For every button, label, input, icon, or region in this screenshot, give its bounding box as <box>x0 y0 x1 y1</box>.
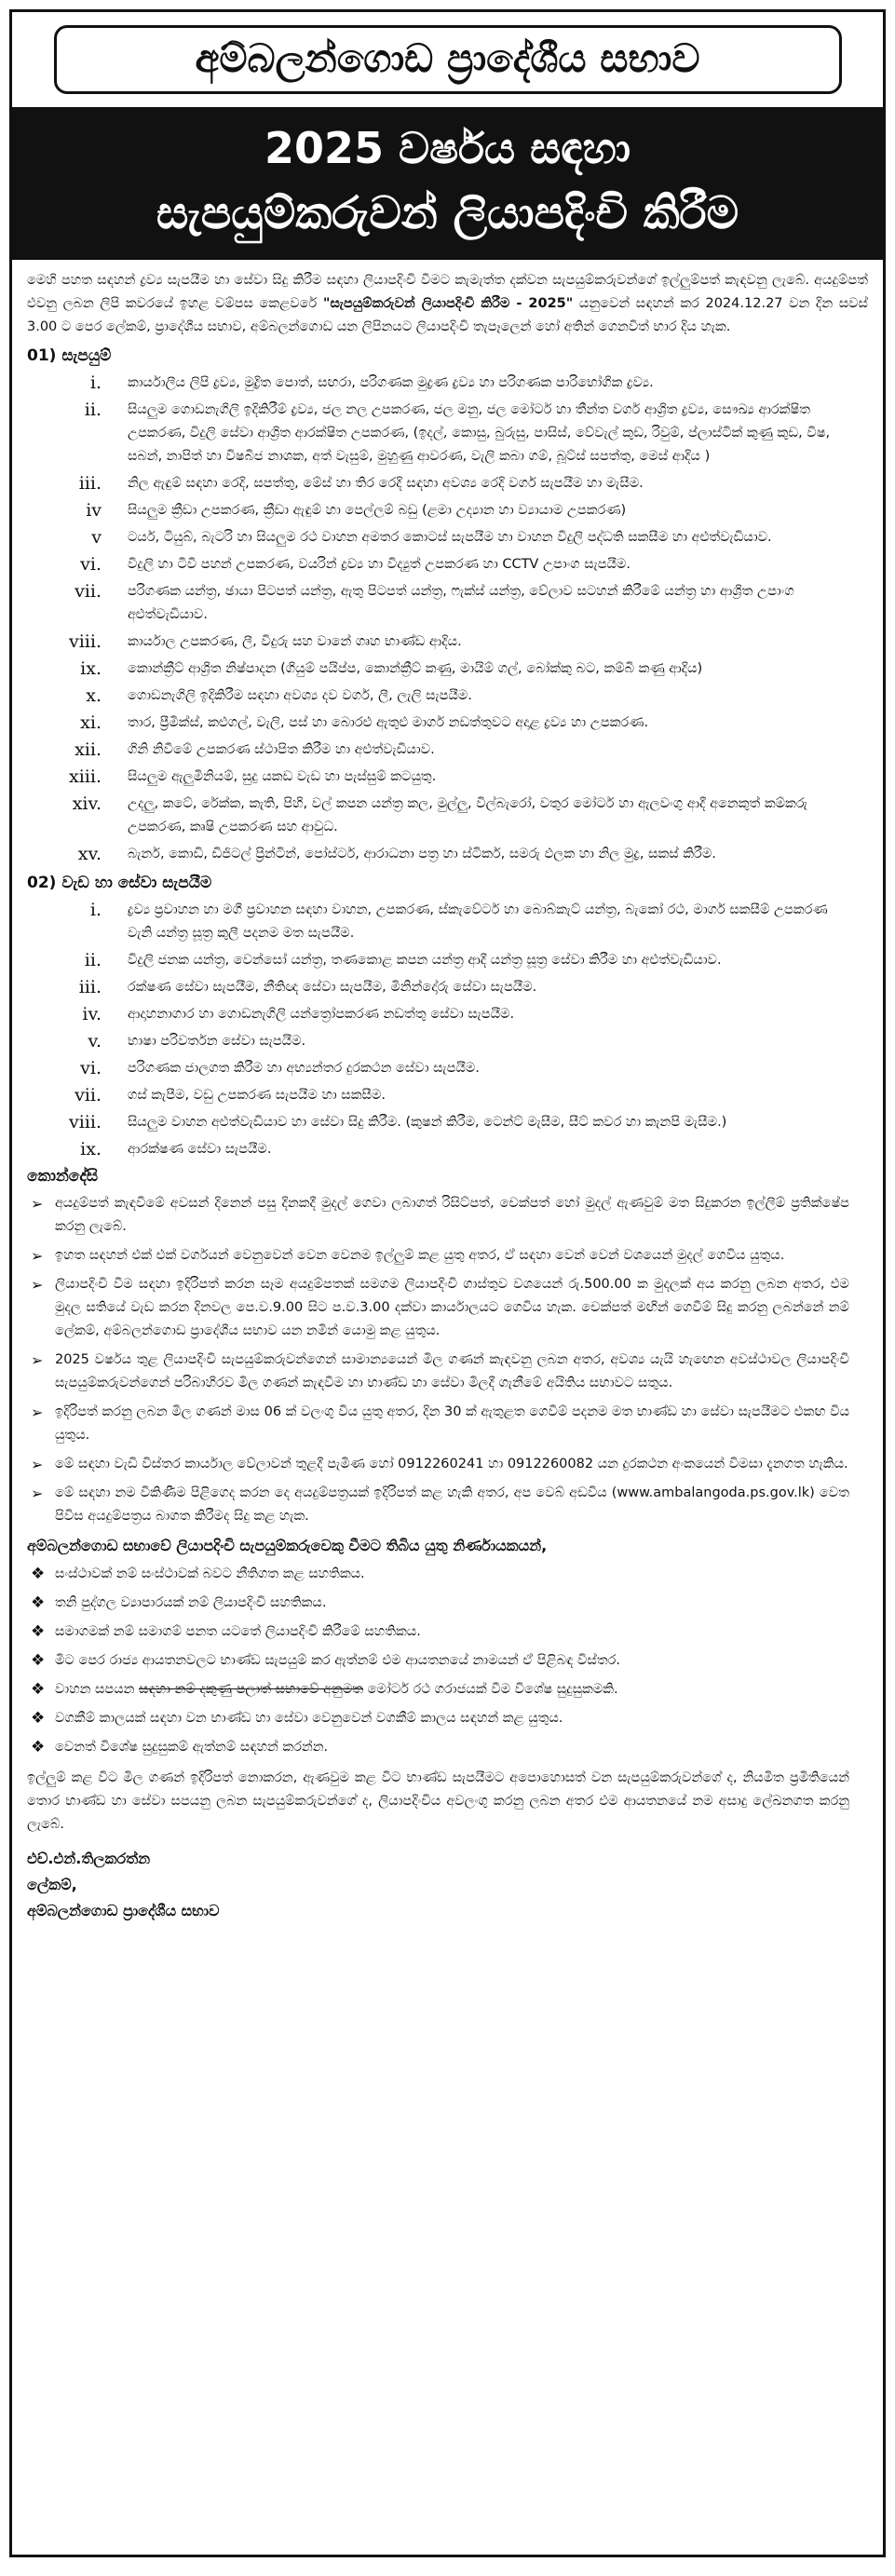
condition-item <box>27 1482 868 1528</box>
item-text: බැනර්, කොඩි, ඩිජිටල් ප්‍රින්ටින්, පෝස්ටර්, ආරාධනා පත්‍ර හා ස්ටිකර්, සමරු ඵලක හා නිල මුද්‍ර, සකස් කිරීම. <box>128 847 716 861</box>
item-text: ද්‍රව්‍ය ප්‍රවාහන හා මගී ප්‍රවාහන සඳහා වාහන, උපකරණ, ස්කැවේටර් හා බොබ්කැට් යන්ත්‍ර, බැකෝ රථ, මාර්ග සකසීම් උපකරණ වැනි යන්ත්‍ර සූත්‍ර කුලී පදනම මත සැපයීම. <box>128 902 828 941</box>
diamond-bullet-icon: ❖ <box>31 1709 46 1728</box>
condition-text: 2025 වර්ෂය තුළ ලියාපදිංචි සැපයුම්කරුවන්ගෙන් සාමාන්‍යයෙන් මිල ගණන් කැඳවනු ලබන අතර, අවශ්‍ය යැයි හැඟෙන අවස්ථාවල ලියාපදිංචි සැපයුම්කරුවන්ගෙන් පරිබාහිරව මිල ගණන් කැඳවීම හා භාණ්ඩ හා සේවා මිලදී ගැනීමේ අයිතිය සභාවට සතුය. <box>55 1352 849 1390</box>
council-name: අම්බලන්ගොඩ ප්‍රාදේශීය සභාව <box>195 35 700 81</box>
list-item <box>27 499 868 522</box>
item-number: vi. <box>80 1058 102 1078</box>
criteria-list <box>27 1563 868 1759</box>
list-item <box>27 712 868 735</box>
item-text: කොන්ක්‍රීට් ආශ්‍රිත නිෂ්පාදන (ගියුම් පයිප්ප, කොන්ක්‍රීට් කණු, මායිම් ගල්, බෝක්කු බට, කම්බි කණු ආදිය) <box>128 661 703 676</box>
item-number: xi. <box>80 712 102 733</box>
condition-text: ඉදිරිපත් කරනු ලබන මිල ගණන් මාස 06 ක් වලංගු විය යුතු අතර, දින 30 ක් ඇතුළත ගෙවීම් පදනම මත භාණ්ඩ හා සේවා සැපයීමට එකඟ විය යුතුය. <box>55 1404 849 1443</box>
item-number: ii. <box>84 950 102 970</box>
list-item <box>27 372 868 395</box>
item-text: ආදාහනාගාර හා ගොඩනැගිලි යන්ත්‍රෝපකරණ නඩත්තු සේවා සැපයීම. <box>128 1007 515 1022</box>
list-item <box>27 685 868 708</box>
list-item <box>27 526 868 549</box>
condition-item <box>27 1349 868 1395</box>
item-text: ටයර්, ටියුබ්, බැටරි හා සියලුම රථ වාහන අමතර කොටස් සැපයීම හා වාහන විදුලි පද්ධති සකසීම හා අළුත්වැඩියාව. <box>128 530 772 545</box>
item-number: ix. <box>80 1139 102 1159</box>
criteria-text-after: මෝටර් රථ ගරාජයක් වීම විශේෂ සුදුසුකමකි. <box>363 1682 618 1697</box>
list-item <box>27 976 868 999</box>
list-item <box>27 1030 868 1053</box>
item-text: විදුලි ජනක යන්ත්‍ර, වෙන්සෝ යන්ත්‍ර, තණකොළ කපන යන්ත්‍ර ආදී යන්ත්‍ර සූත්‍ර සේවා කිරීම හා අළුත්වැඩියාව. <box>128 953 722 968</box>
signatory-name: එච්.එන්.තිලකරත්න <box>27 1850 151 1867</box>
struck-out-text: සඳහා නම් දකුණු පලාත් සභාවේ අනුමත <box>139 1682 364 1697</box>
item-text: රක්ෂණ සේවා සැපයීම, නීතිඥ සේවා සැපයීම, මිනින්දෝරු සේවා සැපයීම. <box>128 980 537 995</box>
condition-item <box>27 1244 868 1268</box>
intro-paragraph <box>27 269 868 339</box>
signature-block <box>27 1846 868 1924</box>
criteria-item <box>27 1736 868 1759</box>
item-text: ආරක්ෂණ සේවා සැපයීම. <box>128 1142 272 1157</box>
conditions-heading: කොන්දේසි <box>27 1167 99 1186</box>
item-number: i. <box>89 373 102 393</box>
section-1-heading: 01) සැපයුම් <box>27 346 112 365</box>
item-text: භාෂා පරිවර්තන සේවා සැපයීම. <box>128 1034 306 1049</box>
item-number: i. <box>89 900 102 920</box>
list-item <box>27 1057 868 1080</box>
criteria-item <box>27 1678 868 1702</box>
criteria-item <box>27 1592 868 1615</box>
item-number: iv. <box>82 1004 102 1024</box>
diamond-bullet-icon: ❖ <box>31 1565 46 1583</box>
item-number: v. <box>88 1031 102 1051</box>
criteria-text: සංස්ථාවක් නම් සංස්ථාවක් බවට නීතිගත කළ සහතිකය. <box>55 1566 365 1581</box>
list-item <box>27 658 868 681</box>
item-text: සියලුම වාහන අළුත්වැඩියාව හා සේවා සිදු කිරීම. (කුෂන් කිරීම, ටෙන්ට් මැසීම, සීට් කවර හා කැනපි මැසීම.) <box>128 1115 727 1130</box>
item-number: ix. <box>80 658 102 679</box>
conditions-list <box>27 1192 868 1528</box>
condition-item <box>27 1273 868 1343</box>
signatory-office: අම්බලන්ගොඩ ප්‍රාදේශීය සභාව <box>27 1902 220 1919</box>
list-item <box>27 553 868 576</box>
diamond-bullet-icon: ❖ <box>31 1651 46 1670</box>
list-item <box>27 399 868 468</box>
item-number: xv. <box>77 844 102 864</box>
arrow-bullet-icon: ➢ <box>31 1485 44 1502</box>
list-item <box>27 580 868 627</box>
list-item <box>27 1084 868 1107</box>
diamond-bullet-icon: ❖ <box>31 1680 46 1699</box>
criteria-text: වෙනත් විශේෂ සුදුසුකම් ඇත්නම් සඳහන් කරන්න. <box>55 1740 329 1755</box>
condition-item <box>27 1453 868 1476</box>
arrow-bullet-icon: ➢ <box>31 1456 44 1473</box>
list-item <box>27 1111 868 1134</box>
criteria-item <box>27 1707 868 1730</box>
item-text: උදලු, කටේ, රේක්ක, කැති, පිහි, වල් කපන යන්ත්‍ර කල, මුල්ලු, විල්බැරෝ, වතුර මෝටර් හා ඇලවංගු ආදී අනෙකුත් කම්කරු උපකරණ, කෘෂි උපකරණ සහ ආවුධ. <box>128 796 807 834</box>
item-text: කාර්යාලීය ලිපි ද්‍රව්‍ය, මුද්‍රිත පොත්, සඟරා, පරිගණක මුද්‍රණ ද්‍රව්‍ය හා පරිගණක පාරිභෝගික ද්‍රව්‍ය. <box>128 375 654 390</box>
item-number: iv <box>86 500 102 521</box>
item-number: iii. <box>78 977 102 997</box>
condition-text: ඉහත සඳහන් එක් එක් වර්ගයන් වෙනුවෙන් වෙන වෙනම ඉල්ලුම් කළ යුතු අතර, ඒ සඳහා වෙන් වෙන් වශයෙන් මුදල් ගෙවිය යුතුය. <box>55 1248 785 1263</box>
criteria-item <box>27 1563 868 1586</box>
notice-page <box>9 9 886 2557</box>
condition-text: ලියාපදිංචි වීම සඳහා ඉදිරිපත් කරන සෑම අයදුම්පතක් සමගම ලියාපදිංචි ගාස්තුව වශයෙන් රු.500.00 ක මුදලක් අය කරනු ලබන අතර, එම මුදල සතියේ වැඩ කරන දිනවල පෙ.ව.9.00 සිට ප.ව.3.00 දක්වා කාර්යාලයට ගෙවිය හැක. චෙක්පත් මඟින් ගෙවීම් සිදු කරනු ලබන්නේ නම් ලේකම්, අම්බලන්ගොඩ ප්‍රාදේශීය සභාව යන නමින් යොමු කළ යුතුය. <box>55 1277 849 1338</box>
list-item <box>27 766 868 789</box>
condition-text: මේ සඳහා වැඩි විස්තර කාර්යාල වේලාවන් තුළදී පැමිණ හෝ 0912260241 හා 0912260082 යන දුරකථන අංකයෙන් විමසා දැනගත හැකිය. <box>55 1457 848 1471</box>
item-text: විදුලි හා ටීවී පහන් උපකරණ, වයරින් ද්‍රව්‍ය හා විද්‍යුත් උපකරණ හා CCTV උපාංග සැපයීම. <box>128 557 631 572</box>
item-text: සියලුම ගොඩනැගිලි ඉදිකිරීම් ද්‍රව්‍ය, ජල නල උපකරණ, ජල මනු, ජල මෝටර් හා තීන්ත වර්ග ආශ්‍රිත ද්‍රව්‍ය, සෞඛ්‍ය ආරක්ෂිත උපකරණ, විදුලි සේවා ආශ්‍රිත ආරක්ෂිත උපකරණ, (ඉදල්, කොසු, බුරුසු, පාසිස්, වේවැල් කුඩ, රිවුම්, ප්ලාස්ටික් කුණු කුඩ, විෂ, සබන්, නාපිත් හා විෂබීජ නාශක, අත් වැසුම්, මුහුණු ආවරණ, වැලි කබා ගම්, බූට්ස් සපත්තු, මෙස් ආදිය ) <box>128 402 831 464</box>
criteria-text: තනි පුද්ගල ව්‍යාපාරයක් නම් ලියාපදිංචි සහතිකය. <box>55 1595 327 1610</box>
list-item <box>27 793 868 839</box>
item-number: xiv. <box>72 793 102 814</box>
condition-text: අයදුම්පත් කැඳවීමේ අවසන් දිනෙන් පසු දිනකදී මුදල් ගෙවා ලබාගත් රිසිට්පත්, චෙක්පත් හෝ මුදල් ඇණවුම් මත සිදුකරන ඉල්ලීම් ප්‍රතික්ෂේප කරනු ලැබේ. <box>55 1196 849 1234</box>
diamond-bullet-icon: ❖ <box>31 1622 46 1641</box>
criteria-item <box>27 1649 868 1673</box>
item-number: xiii. <box>69 766 102 787</box>
arrow-bullet-icon: ➢ <box>31 1276 44 1294</box>
notice-content <box>12 260 883 1924</box>
item-number: vii. <box>75 581 102 602</box>
list-item <box>27 739 868 762</box>
item-number: ii. <box>84 400 102 420</box>
criteria-text-before: වාහන සපයන <box>55 1682 140 1697</box>
item-text: පරිගණක ජාලගත කිරීම හා අභ්‍යන්තර දුරකථන සේවා සැපයීම. <box>128 1061 480 1076</box>
criteria-text <box>55 1678 868 1702</box>
arrow-bullet-icon: ➢ <box>31 1247 44 1265</box>
title-band <box>12 107 883 260</box>
section-1-list <box>27 372 868 866</box>
intro-part-1: මෙහි පහත සඳහන් ද්‍රව්‍ය සැපයීම හා සේවා සිදු කිරීම සඳහා ලියාපදිංචි වීමට කැමැත්ත දක්වන සැපයුම්කරුවන්ගේ ඉල්ලුම්පත් කැඳවනු ලැබේ. අයදුම්පත් එවනු ලබන ලිපි කවරයේ ඉහළ වම්පස කෙළවරේ <box>27 273 868 311</box>
item-text: ගොඩනැගිලි ඉදිකිරීම සඳහා අවශ්‍ය දව වර්ග, ලී, ලැලි සැපයීම. <box>128 688 472 703</box>
item-number: vii. <box>75 1085 102 1105</box>
item-text: තාර, ප්‍රීමික්ස්, කළුගල්, වැලි, පස් හා බොරළු ඇතුළු මාර්ග නඩත්තුවට අදාළ ද්‍රව්‍ය හා උපකරණ. <box>128 715 649 730</box>
item-text: කාර්යාල උපකරණ, ලී, විදුරු සහ වානේ ගෘහ භාණ්ඩ ආදිය. <box>128 634 462 649</box>
condition-text: මේ සඳහා නම විකිණීම පිළිගෙද කරන දෙ අයදුම්පත්‍රයක් ඉදිරිපත් කළ හැකි අතර, අප වෙබ් අඩවිය (www.ambalangoda.ps.gov.lk) වෙත පිවිස අයදුම්පත්‍රය බාගත කිරීමද සිදු කළ හැක. <box>55 1485 849 1524</box>
criteria-text: මිට පෙර රාජ්‍ය ආයතනවලට භාණ්ඩ සැපයුම් කර ඇත්නම් එම ආයතනයේ නාමයන් ඒ පිළිබඳ විස්තර. <box>55 1653 620 1668</box>
criteria-text: සමාගමක් නම් සමාගම් පනත යටතේ ලියාපදිංචි කිරීමේ සහතිකය. <box>55 1624 421 1639</box>
signatory-position: ලේකම්, <box>27 1876 77 1893</box>
section-2-list <box>27 899 868 1161</box>
item-text: සියලුම ක්‍රීඩා උපකරණ, ක්‍රීඩා ඇඳුම් හා පෙල්ලම් බඩු (ළමා උද්‍යාන හා ව්‍යායාම උපකරණ) <box>128 503 627 518</box>
item-number: v <box>91 527 102 548</box>
criteria-heading: අම්බලන්ගොඩ සභාවේ ලියාපදිංචි සැපයුම්කරුවෙකු වීමට තිබිය යුතු නිර්ණායකයන්, <box>27 1537 548 1554</box>
arrow-bullet-icon: ➢ <box>31 1403 44 1421</box>
criteria-item <box>27 1620 868 1644</box>
diamond-bullet-icon: ❖ <box>31 1738 46 1756</box>
item-text: ගිනි නිවීමේ උපකරණ ස්ථාපිත කිරීම හා අළුත්වැඩියාව. <box>128 742 435 757</box>
item-text: ගස් කැපීම, වඩු උපකරණ සැපයීම හා සකසීම. <box>128 1088 386 1103</box>
criteria-text: වගකීම් කාලයක් සඳහා වන භාණ්ඩ හා සේවා වෙනුවෙන් වගකීම් කාලය සඳහන් කළ යුතුය. <box>55 1711 563 1726</box>
item-number: x. <box>86 685 102 706</box>
section-2-heading: 02) වැඩ හා සේවා සැපයීම <box>27 874 212 892</box>
item-number: vi. <box>80 554 102 575</box>
list-item <box>27 1003 868 1026</box>
item-number: xii. <box>75 739 102 760</box>
list-item <box>27 1138 868 1161</box>
item-text: නිල ඇඳුම් සඳහා රෙදි, සපත්තු, මේස් හා තිර රෙදි සඳහා අවශ්‍ය රෙදි වර්ග සැපයීම හා මැසීම. <box>128 476 644 491</box>
item-text: පරිගණක යන්ත්‍ර, ඡායා පිටපත් යන්ත්‍ර, ඇතු පිටපත් යන්ත්‍ර, ෆැක්ස් යන්ත්‍ර, වේලාව සටහන් කිරීමේ යන්ත්‍ර හා ආශ්‍රිත උපාංග අළුත්වැඩියාව. <box>128 584 794 622</box>
intro-part-2: යනුවෙන් සඳහන් කර 2024.12.27 වන දින සවස් 3.00 ට පෙර ලේකම්, ප්‍රාදේශීය සභාව, අම්බලන්ගොඩ යන ලිපිනයට ලියාපදිංචි තැපෑලෙන් හෝ අතින් ගෙනවිත් භාර දිය හැක. <box>27 296 868 334</box>
condition-item <box>27 1401 868 1447</box>
item-number: viii. <box>68 631 102 652</box>
council-name-box <box>54 25 842 94</box>
intro-envelope-label: "සැපයුම්කරුවන් ලියාපදිංචි කිරීම - 2025" <box>322 296 574 311</box>
title-line-1: 2025 වර්ෂය සඳහා <box>264 123 631 173</box>
list-item <box>27 949 868 972</box>
list-item <box>27 630 868 654</box>
list-item <box>27 472 868 495</box>
closing-paragraph: ඉල්ලුම් කළ විට මිල ගණන් ඉදිරිපත් නොකරන, ඇණවුම කළ විට භාණ්ඩ සැපයීමට අපොහොසත් වන සැපයුම්කරුවන්ගේ ද, නියමිත ප්‍රමිතියෙන් තොර භාණ්ඩ හා සේවා සපයනු ලබන සැපයුම්කරුවන්ගේ ද, ලියාපදිංචිය අවලංගු කරනු ලබන අතර එම ආයතනයේ නම අසාදු ලේඛනගත කරනු ලැබේ. <box>27 1770 849 1832</box>
condition-item <box>27 1192 868 1239</box>
arrow-bullet-icon: ➢ <box>31 1195 44 1213</box>
item-number: iii. <box>78 473 102 494</box>
list-item <box>27 899 868 945</box>
arrow-bullet-icon: ➢ <box>31 1351 44 1369</box>
item-number: viii. <box>68 1112 102 1132</box>
title-line-2: සැපයුම්කරුවන් ලියාපදිංචි කිරීම <box>156 187 739 239</box>
diamond-bullet-icon: ❖ <box>31 1593 46 1612</box>
item-text: සියලුම ඇලුමිනියම්, සුදු යකඩ වැඩ හා පැස්සුම් කටයුතු. <box>128 769 437 784</box>
list-item <box>27 843 868 866</box>
